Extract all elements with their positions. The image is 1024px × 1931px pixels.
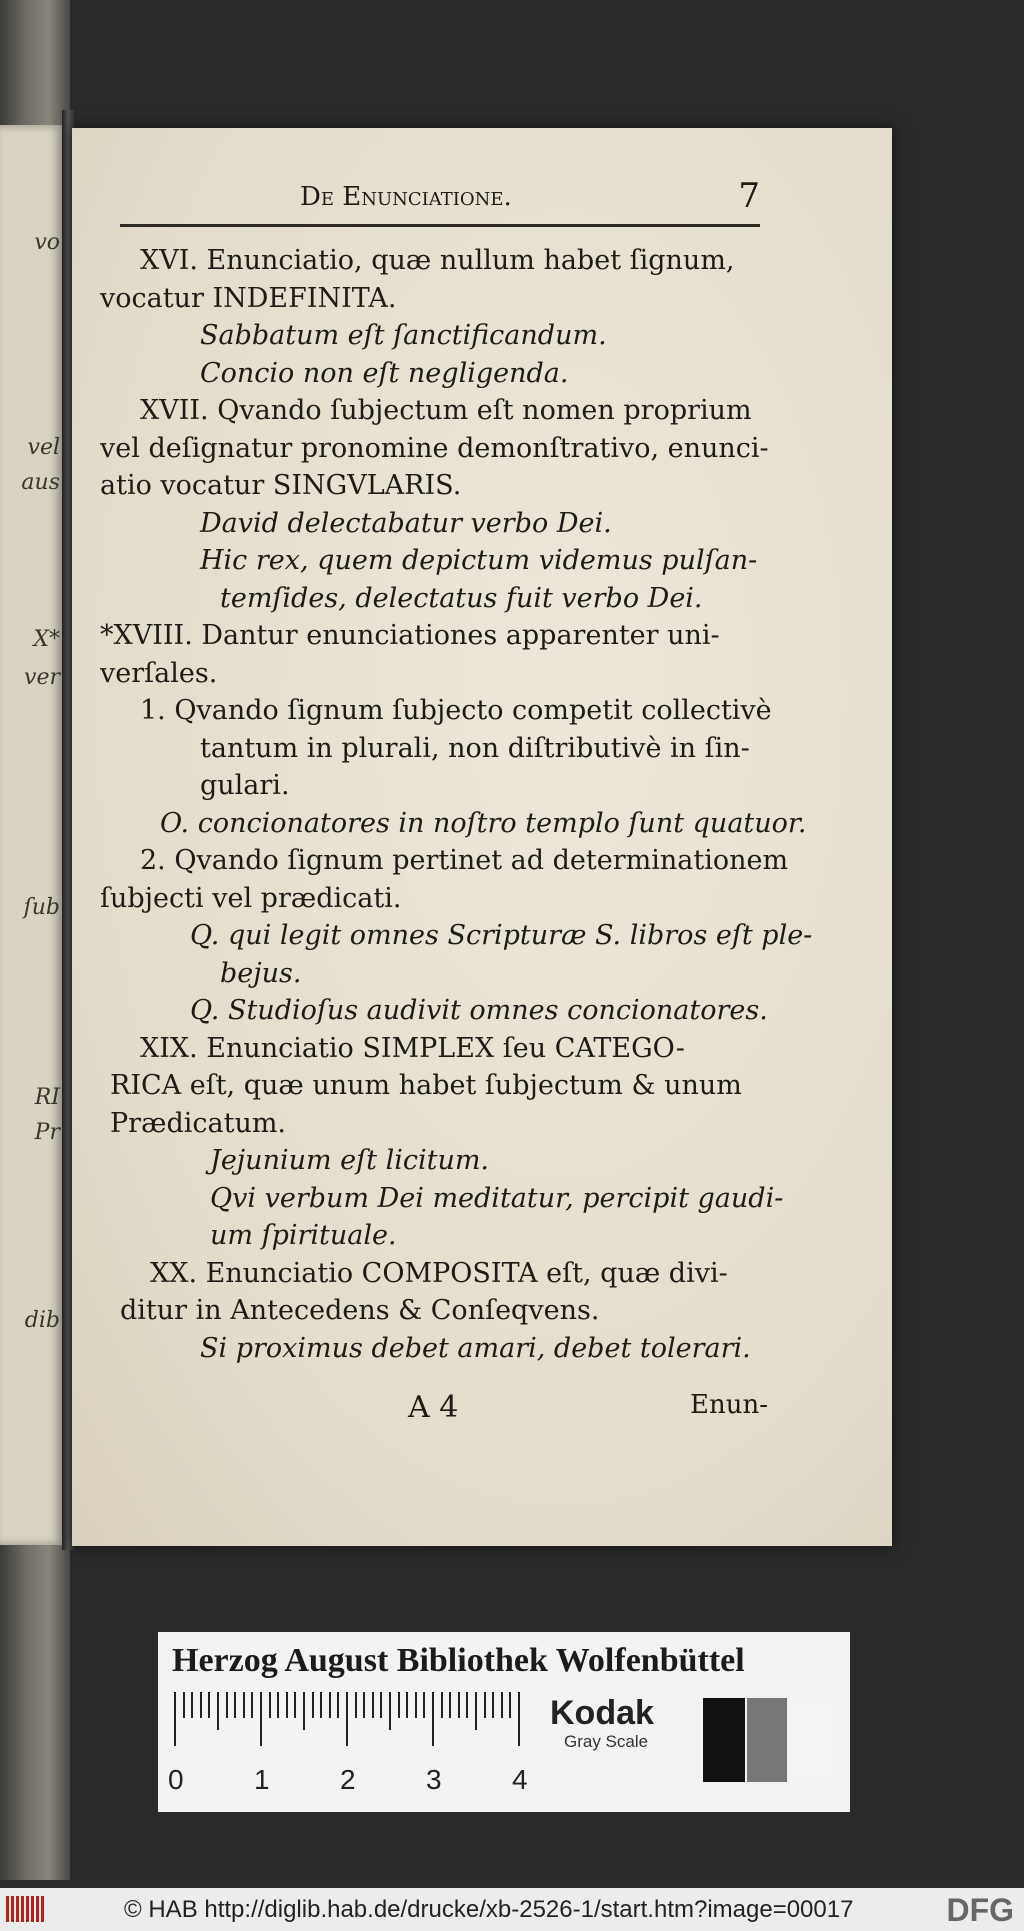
swatch-gray (747, 1698, 787, 1782)
ruler-tick (458, 1692, 460, 1718)
ruler-tick (389, 1692, 391, 1730)
example-line: um ſpirituale. (210, 1220, 397, 1251)
ruler-tick (380, 1692, 382, 1718)
ruler-tick (286, 1692, 288, 1718)
ruler-tick (415, 1692, 417, 1718)
text-line: ditur in Antecedens & Conſeqvens. (120, 1295, 600, 1326)
swatch-black (703, 1698, 745, 1782)
kodak-logo: Kodak (550, 1694, 654, 1732)
fragment: dib (24, 1308, 60, 1333)
ruler-tick (441, 1692, 443, 1718)
ruler-tick (423, 1692, 425, 1718)
text-line: XVII. Qvando ſubjectum eſt nomen proprium (140, 395, 752, 426)
fragment: RI (34, 1085, 60, 1110)
example-line: O. concionatores in noſtro templo ſunt quatuor. (160, 807, 807, 839)
text-line: XX. Enunciatio COMPOSITA eſt, quæ divi- (150, 1257, 728, 1289)
ruler-tick (320, 1692, 322, 1718)
swatch-white (789, 1698, 837, 1782)
ruler-tick (208, 1692, 210, 1718)
header-title: De Enunciatione. (300, 182, 512, 212)
fragment: ſub (23, 895, 60, 920)
page-number: 7 (738, 176, 760, 216)
example-line: David delectabatur verbo Dei. (200, 507, 612, 539)
footer-bar (0, 1888, 1024, 1931)
running-header (300, 176, 770, 220)
text-line: tantum in plurali, non diſtributivè in ſin- (200, 732, 750, 764)
ruler (168, 1692, 534, 1800)
hab-logo-icon (6, 1896, 46, 1922)
fragment: vo (34, 230, 60, 255)
ruler-number: 0 (168, 1764, 184, 1795)
ruler-number: 2 (340, 1764, 356, 1795)
ruler-tick (294, 1692, 296, 1718)
signature-mark: A 4 (408, 1390, 459, 1425)
example-line: Concio non eſt negligenda. (200, 357, 569, 389)
header-rule (120, 224, 760, 227)
ruler-tick (226, 1692, 228, 1718)
previous-page-fragment (0, 125, 64, 1545)
text-line: *XVIII. Dantur enunciationes apparenter uni- (100, 620, 720, 651)
ruler-tick (372, 1692, 374, 1718)
ruler-tick (174, 1692, 176, 1746)
fragment: vel (27, 435, 60, 460)
text-line: XVI. Enunciatio, quæ nullum habet ſignum, (140, 245, 735, 276)
ruler-number: 3 (426, 1764, 442, 1795)
ruler-tick (406, 1692, 408, 1718)
ruler-tick (200, 1692, 202, 1718)
ruler-tick (337, 1692, 339, 1718)
ruler-tick (312, 1692, 314, 1718)
text-line: Prædicatum. (110, 1107, 287, 1139)
ruler-tick (355, 1692, 357, 1718)
kodak-subtitle: Gray Scale (564, 1732, 649, 1751)
example-line: Q. Studioſus audivit omnes concionatores. (190, 995, 768, 1026)
example-line: Sabbatum eſt ſanctificandum. (200, 320, 607, 351)
ruler-tick (251, 1692, 253, 1718)
text-line: verſales. (100, 657, 218, 689)
dfg-logo: DFG (946, 1892, 1014, 1928)
ruler-tick (243, 1692, 245, 1718)
color-calibration-card (158, 1632, 850, 1812)
fragment: ver (24, 665, 60, 690)
example-line: Jejunium eſt licitum. (210, 1145, 490, 1176)
catchword: Enun- (690, 1390, 768, 1420)
ruler-tick (509, 1692, 511, 1718)
ruler-tick (346, 1692, 348, 1746)
ruler-tick (260, 1692, 262, 1746)
ruler-tick (432, 1692, 434, 1746)
ruler-tick (398, 1692, 400, 1718)
ruler-tick (183, 1692, 185, 1718)
ruler-tick (518, 1692, 520, 1746)
text-line: vocatur INDEFINITA. (100, 282, 397, 314)
ruler-tick (449, 1692, 451, 1718)
text-line: RICA eſt, quæ unum habet ſubjectum & unum (110, 1070, 742, 1101)
ruler-tick (329, 1692, 331, 1718)
ruler-tick (269, 1692, 271, 1718)
text-line: 2. Qvando ſignum pertinet ad determinationem (140, 845, 789, 876)
ruler-tick (466, 1692, 468, 1718)
ruler-tick (484, 1692, 486, 1718)
ruler-tick (363, 1692, 365, 1718)
ruler-tick (501, 1692, 503, 1718)
credit-link[interactable]: © HAB http://diglib.hab.de/drucke/xb-2526-1/start.htm?image=00017 (124, 1896, 854, 1923)
ruler-tick (234, 1692, 236, 1718)
example-line: Qvi verbum Dei meditatur, percipit gaudi- (210, 1182, 784, 1214)
ruler-tick (277, 1692, 279, 1718)
ruler-number: 4 (512, 1764, 528, 1795)
ruler-tick (492, 1692, 494, 1718)
text-line: 1. Qvando ſignum ſubjecto competit collectivè (140, 695, 772, 726)
fragment: X* (33, 627, 60, 652)
fragment: aus (21, 470, 60, 495)
text-line: vel deſignatur pronomine demonſtrativo, enunci- (100, 432, 769, 464)
example-line: bejus. (220, 957, 302, 989)
ruler-tick (475, 1692, 477, 1730)
example-line: temſides, delectatus fuit verbo Dei. (220, 582, 703, 614)
example-line: Q. qui legit omnes Scripturæ S. libros eſt ple- (190, 920, 813, 951)
ruler-number: 1 (254, 1764, 270, 1795)
example-line: Si proximus debet amari, debet tolerari. (200, 1332, 751, 1364)
example-line: Hic rex, quem depictum videmus pulſan- (200, 545, 758, 576)
text-line: ſubjecti vel prædicati. (100, 882, 402, 914)
fragment: Pr (34, 1120, 60, 1145)
card-title: Herzog August Bibliothek Wolfenbüttel (172, 1642, 745, 1679)
text-line: atio vocatur SINGVLARIS. (100, 470, 462, 501)
ruler-tick (191, 1692, 193, 1718)
text-line: XIX. Enunciatio SIMPLEX ſeu CATEGO- (140, 1032, 685, 1064)
ruler-tick (217, 1692, 219, 1730)
ruler-tick (303, 1692, 305, 1730)
text-line: gulari. (200, 770, 290, 801)
